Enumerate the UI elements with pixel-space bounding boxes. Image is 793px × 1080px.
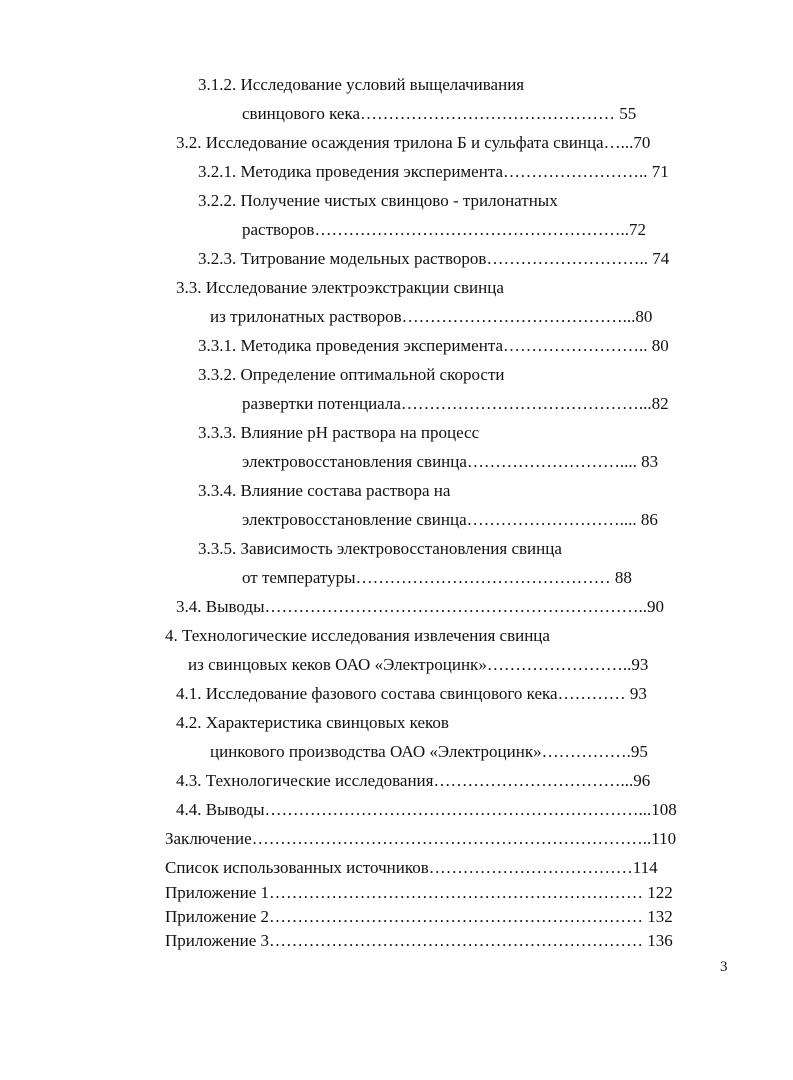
toc-line-4-4: 4.4. Выводы…………………………………………………………...108 (176, 800, 677, 819)
toc-line-3-2-3: 3.2.3. Титрование модельных растворов……………………….. 74 (198, 249, 670, 268)
toc-line-conclusion: Заключение……………………………………………………………..110 (165, 829, 677, 848)
toc-line-4: 4. Технологические исследования извлечения свинца (165, 626, 550, 645)
toc-line-appendix-3: Приложение 3………………………………………………………… 136 (165, 931, 673, 950)
toc-line-appendix-2: Приложение 2………………………………………………………… 132 (165, 907, 673, 926)
toc-line-3-3-2-cont: развертки потенциала……………………………………...82 (242, 394, 669, 413)
toc-line-3-4: 3.4. Выводы…………………………………………………………..90 (176, 597, 665, 616)
toc-line-3-3: 3.3. Исследование электроэкстракции свинца (176, 278, 504, 297)
toc-line-3-3-4-cont: электровосстановление свинца……………………….... 86 (242, 510, 658, 529)
toc-line-3-3-3-cont: электровосстановления свинца……………………….... 83 (242, 452, 659, 471)
toc-line-3-1-2-cont: свинцового кека……………………………………… 55 (242, 104, 637, 123)
toc-line-4-3: 4.3. Технологические исследования……………………………...96 (176, 771, 651, 790)
toc-line-4-cont: из свинцовых кеков ОАО «Электроцинк»……………………..93 (188, 655, 649, 674)
toc-line-3-3-3: 3.3.3. Влияние pH раствора на процесс (198, 423, 480, 442)
toc-line-3-3-5: 3.3.5. Зависимость электровосстановления свинца (198, 539, 562, 558)
toc-line-3-3-cont: из трилонатных растворов…………………………………...80 (210, 307, 653, 326)
toc-line-4-2: 4.2. Характеристика свинцовых кеков (176, 713, 449, 732)
toc-line-references: Список использованных источников………………………………114 (165, 858, 658, 877)
toc-line-3-2: 3.2. Исследование осаждения трилона Б и сульфата свинца…...70 (176, 133, 651, 152)
toc-line-3-3-4: 3.3.4. Влияние состава раствора на (198, 481, 451, 500)
page-number: 3 (720, 959, 728, 975)
toc-line-4-1: 4.1. Исследование фазового состава свинцового кека………… 93 (176, 684, 647, 703)
toc-line-3-1-2: 3.1.2. Исследование условий выщелачивания (198, 75, 525, 94)
toc-line-3-2-2-cont: растворов………………………………………………..72 (242, 220, 646, 239)
toc-line-3-3-5-cont: от температуры……………………………………… 88 (242, 568, 632, 587)
toc-line-3-3-1: 3.3.1. Методика проведения эксперимента…………………….. 80 (198, 336, 669, 355)
toc-line-3-2-1: 3.2.1. Методика проведения эксперимента…………………….. 71 (198, 162, 669, 181)
toc-line-appendix-1: Приложение 1………………………………………………………… 122 (165, 883, 673, 902)
toc-line-3-3-2: 3.3.2. Определение оптимальной скорости (198, 365, 505, 384)
toc-line-4-2-cont: цинкового производства ОАО «Электроцинк»…………….95 (210, 742, 648, 761)
toc-line-3-2-2: 3.2.2. Получение чистых свинцово - трилонатных (198, 191, 558, 210)
